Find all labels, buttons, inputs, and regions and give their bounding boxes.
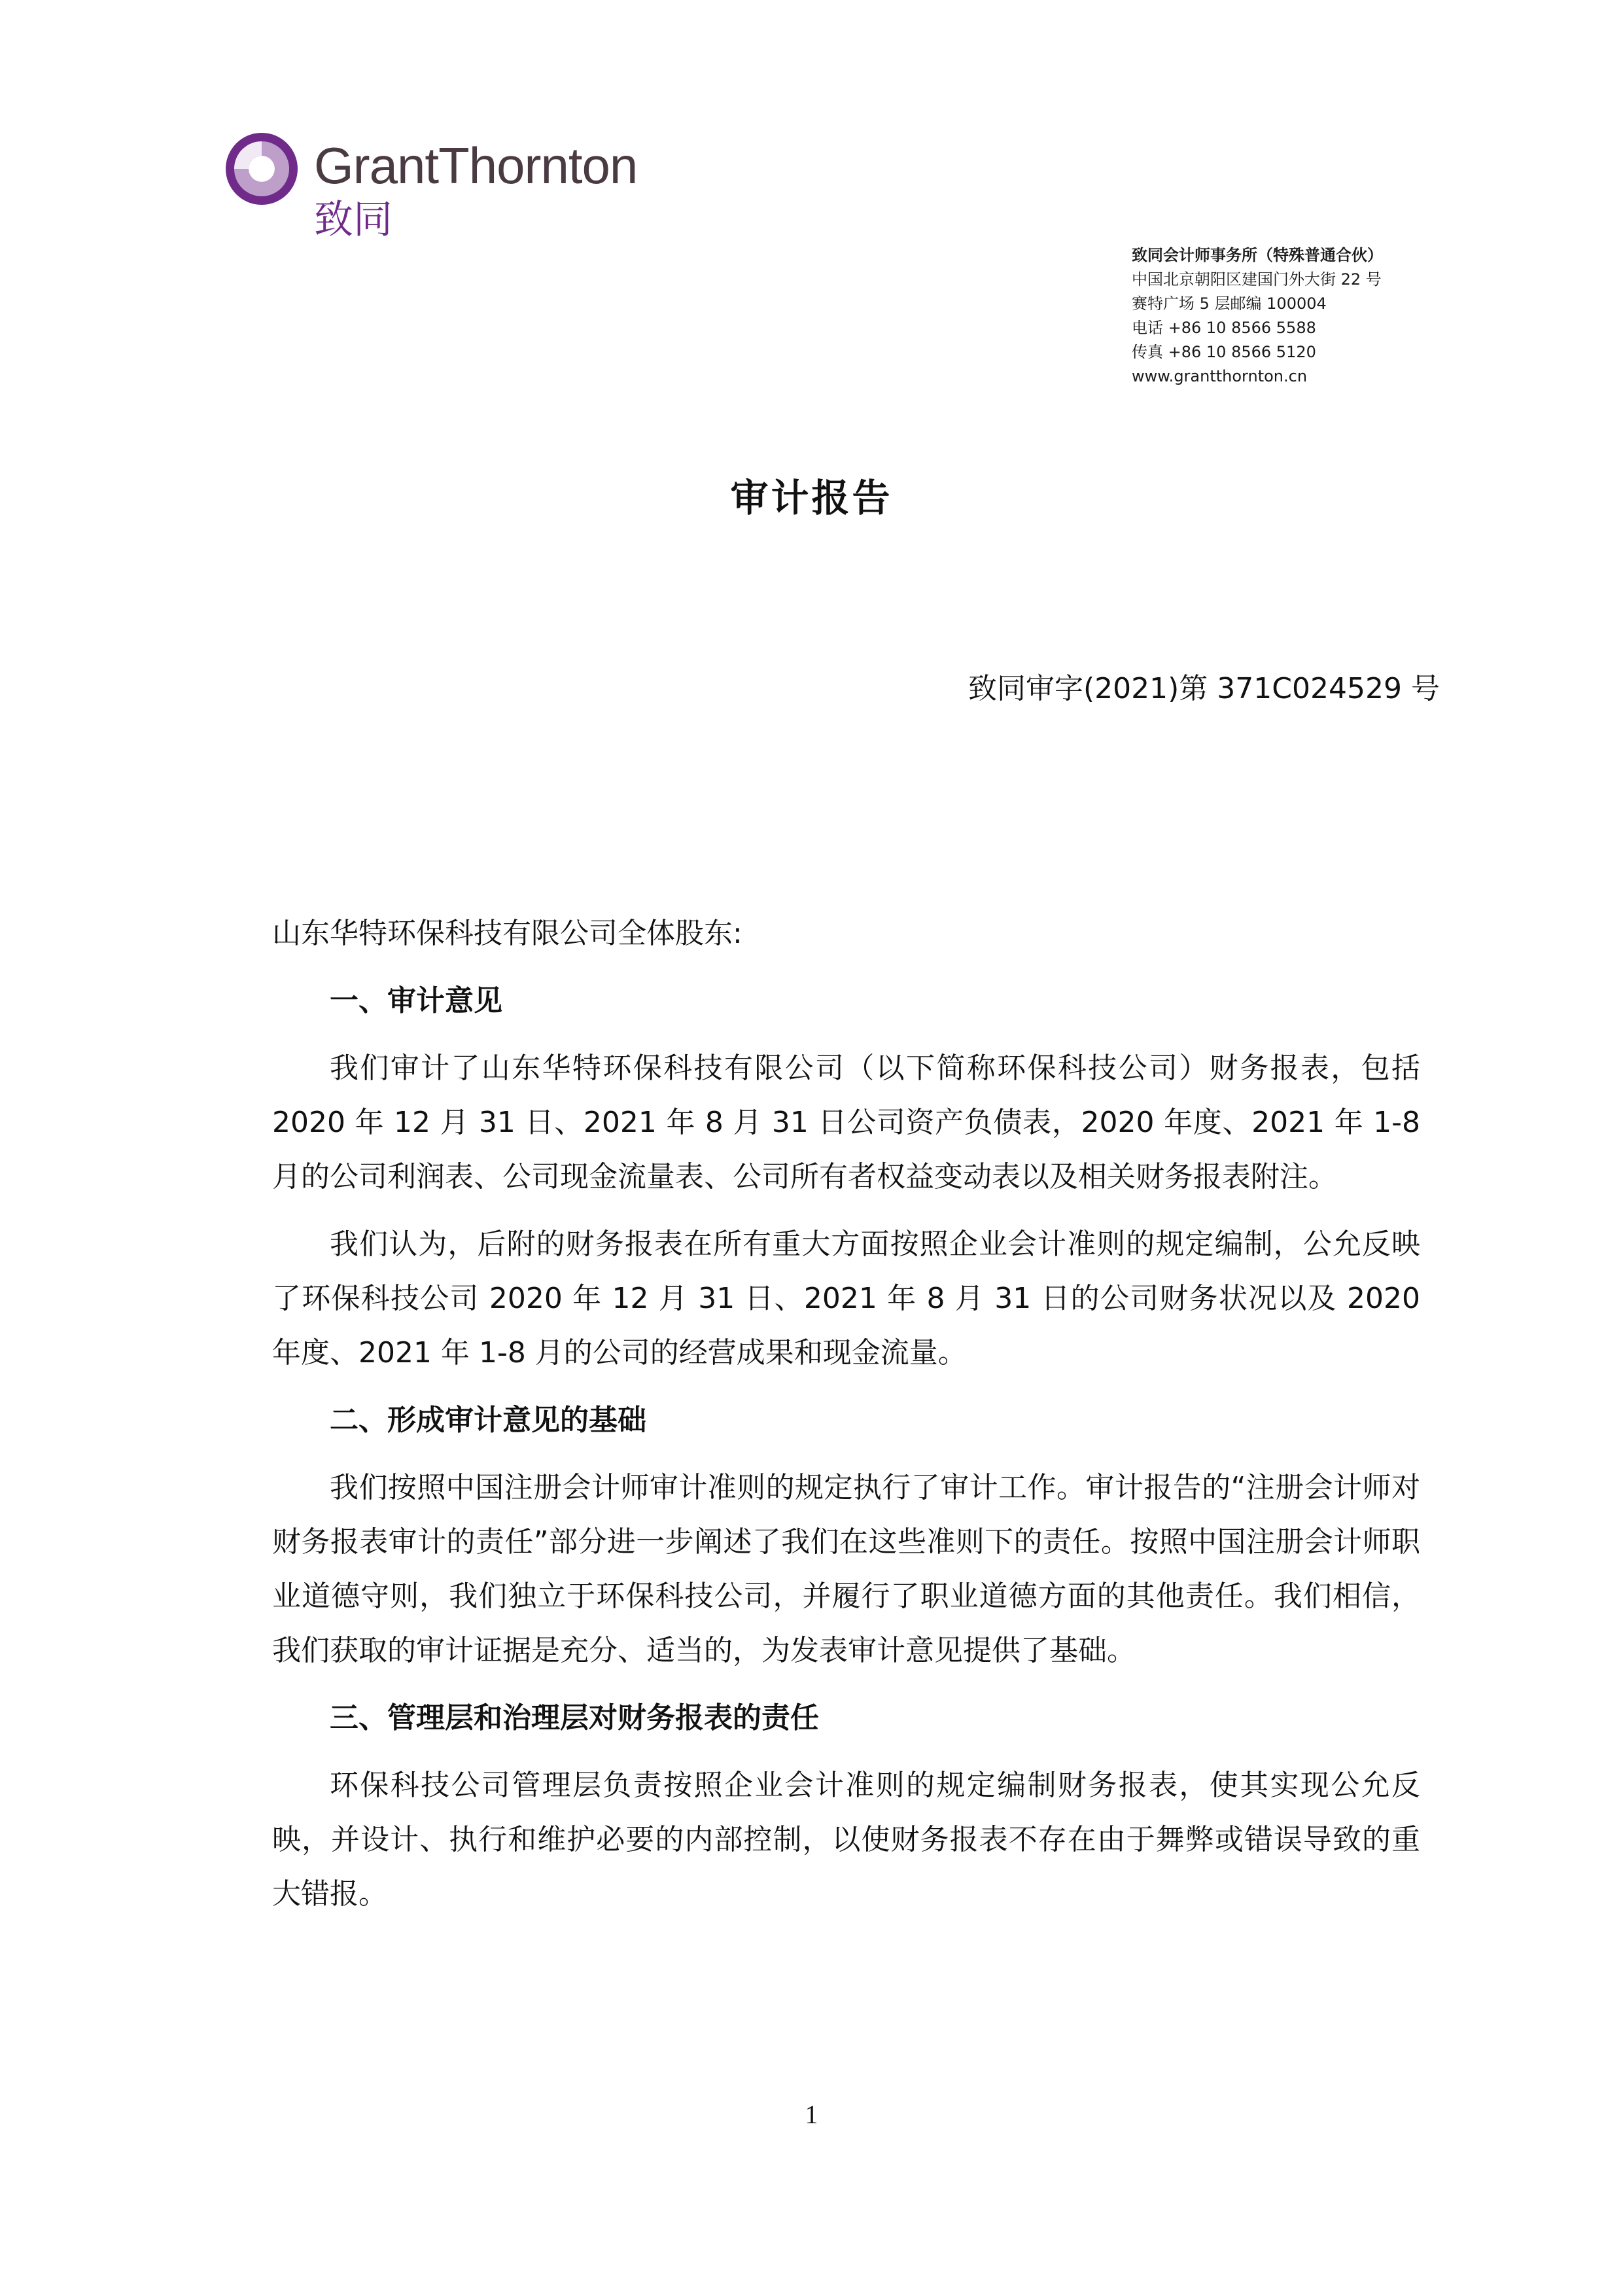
paragraph: 环保科技公司管理层负责按照企业会计准则的规定编制财务报表，使其实现公允反映，并设计、执行和维护必要的内部控制，以使财务报表不存在由于舞弊或错误导致的重大错报。 xyxy=(272,1769,1420,1911)
report-body xyxy=(272,906,1420,1934)
section-heading-basis-for-opinion: 二、形成审计意见的基础 xyxy=(330,1404,646,1437)
logo-name-en: GrantThornton xyxy=(314,137,638,194)
firm-fax: 传真 +86 10 8566 5120 xyxy=(1132,343,1316,361)
report-reference-number: 致同审字(2021)第 371C024529 号 xyxy=(968,672,1440,705)
grant-thornton-logo xyxy=(225,132,683,250)
grant-thornton-emblem-icon xyxy=(225,132,298,205)
firm-phone: 电话 +86 10 8566 5588 xyxy=(1132,319,1316,337)
page-number: 1 xyxy=(805,2100,818,2129)
firm-contact-block xyxy=(1132,243,1498,389)
paragraph: 我们认为，后附的财务报表在所有重大方面按照企业会计准则的规定编制，公允反映了环保科技公司 2020 年 12 月 31 日、2021 年 8 月 31 日的公司财务状况以及 2020 年度、2021 年 1-8 月的公司的经营成果和现金流量。 xyxy=(272,1227,1420,1369)
firm-address-line2: 赛特广场 5 层邮编 100004 xyxy=(1132,294,1327,313)
paragraph: 我们审计了山东华特环保科技有限公司（以下简称环保科技公司）财务报表，包括 2020 年 12 月 31 日、2021 年 8 月 31 日公司资产负债表，2020 年度、2021 年 1-8 月的公司利润表、公司现金流量表、公司所有者权益变动表以及相关财务报表附注。 xyxy=(272,1051,1420,1193)
logo-name-cn: 致同 xyxy=(314,197,393,243)
report-title: 审计报告 xyxy=(730,476,893,520)
firm-address-line1: 中国北京朝阳区建国门外大街 22 号 xyxy=(1132,270,1382,289)
section-heading-audit-opinion: 一、审计意见 xyxy=(330,984,502,1017)
firm-website: www.grantthornton.cn xyxy=(1132,367,1308,385)
firm-name: 致同会计师事务所（特殊普通合伙） xyxy=(1132,246,1383,264)
section-heading-management-responsibility: 三、管理层和治理层对财务报表的责任 xyxy=(330,1701,819,1735)
paragraph: 我们按照中国注册会计师审计准则的规定执行了审计工作。审计报告的“注册会计师对财务报表审计的责任”部分进一步阐述了我们在这些准则下的责任。按照中国注册会计师职业道德守则，我们独立于环保科技公司，并履行了职业道德方面的其他责任。我们相信，我们获取的审计证据是充分、适当的，为发表审计意见提供了基础。 xyxy=(272,1471,1420,1667)
addressee: 山东华特环保科技有限公司全体股东: xyxy=(272,917,742,950)
